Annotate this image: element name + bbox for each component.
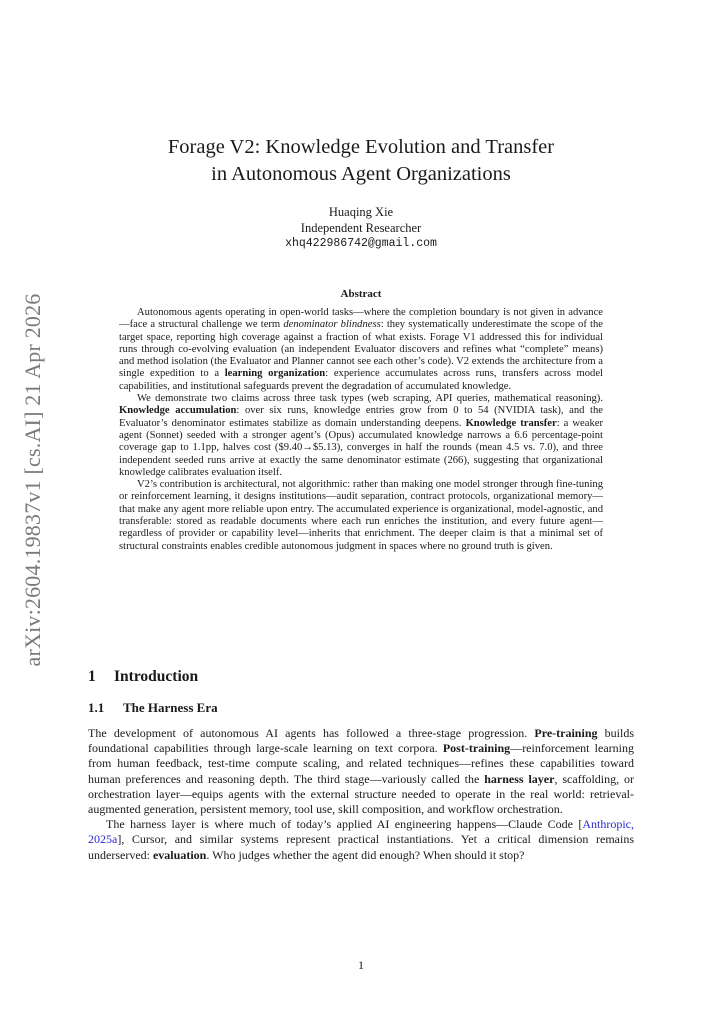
- section-number: 1: [88, 668, 96, 685]
- title-line-1: Forage V2: Knowledge Evolution and Transfer: [167, 136, 555, 158]
- term-knowledge-accumulation: Knowledge accumulation: [119, 405, 237, 417]
- abstract-paragraph-3: V2’s contribution is architectural, not algorithmic: rather than making one model stronger through fine-tuning or reinforcement learning, it designs institutions—audit separation, contract protocols, organizational memory—that make any agent more reliable upon entry. The accumulated experience is organizational, model-agnostic, and transferable: stored as readable documents where each run enriches the institution, and every future agent—regardless of provider or capability level—inherits that enrichment. The deeper claim is that a minimal set of structural constraints enables credible autonomous judgment in spaces where no ground truth is given.: [119, 479, 603, 552]
- subsection-heading-harness-era: [88, 700, 634, 716]
- term-evaluation: evaluation: [152, 847, 207, 862]
- subsection-number: 1.1: [88, 700, 105, 715]
- abstract-paragraph-1: Autonomous agents operating in open-world tasks—where the completion boundary is not given in advance—face a structural challenge we term denominator blindness: they systematically underestimate the scope of the target space, reporting high coverage against a fraction of what exists. Forage V1 addressed this for individual runs through co-evolving evaluation (an independent Evaluator discovers and refines what “complete” means) and method isolation (the Evaluator and Planner cannot see each other’s code). V2 extends the architecture from a single expedition to a learning organization: experience accumulates across runs, transfers across model capabilities, and institutional safeguards prevent the degradation of accumulated knowledge.: [119, 307, 603, 392]
- term-pre-training: Pre-training: [534, 726, 598, 740]
- arxiv-stamp: [0, 0, 60, 1019]
- paper-title: [88, 134, 634, 188]
- term-learning-organization: learning organization: [224, 368, 326, 380]
- term-denominator-blindness: denominator blindness: [283, 319, 381, 331]
- intro-paragraph-2: The harness layer is where much of today’s applied AI engineering happens—Claude Code [Anthropic, 2025a], Cursor, and similar systems represent practical instantiations. Yet a critical dimension remains underserved: evaluation. Who judges whether the agent did enough? When should it stop?: [88, 817, 634, 862]
- abstract: [119, 307, 603, 553]
- subsection-title: The Harness Era: [123, 700, 218, 715]
- term-post-training: Post-training: [442, 741, 511, 756]
- arxiv-stamp-text: arXiv:2604.19837v1 [cs.AI] 21 Apr 2026: [20, 293, 45, 667]
- author-block: [88, 204, 634, 252]
- term-knowledge-transfer: Knowledge transfer: [465, 417, 557, 429]
- page-number: 1: [358, 958, 364, 972]
- intro-paragraph-1: The development of autonomous AI agents has followed a three-stage progression. Pre-training builds foundational capabilities through large-scale learning on text corpora. Post-training—reinforcement learning from human feedback, test-time compute scaling, and related techniques—refines these capabilities toward human preferences and reasoning depth. The third stage—variously called the harness layer, scaffolding, or orchestration layer—equips agents with the external structure needed to operate in the real world: retrieval-augmented generation, persistent memory, tool use, skill composition, and workflow orchestration.: [88, 726, 635, 817]
- abstract-heading: Abstract: [340, 288, 382, 300]
- abstract-paragraph-2: We demonstrate two claims across three task types (web scraping, API queries, mathematical reasoning). Knowledge accumulation: over six runs, knowledge entries grow from 0 to 54 (NVIDIA task), and the Evaluator’s denominator estimates stabilize as domain understanding deepens. Knowledge transfer: a weaker agent (Sonnet) seeded with a stronger agent’s (Opus) accumulated knowledge narrows a 6.6 percentage-point coverage gap to 1.1pp, halves cost ($9.40→$5.13), converges in half the rounds (mean 4.5 vs. 7.0), and three independent seeded runs arrive at exactly the same denominator estimate (266), suggesting that organizational knowledge calibrates evaluation itself.: [119, 393, 603, 478]
- author-name: Huaqing Xie: [328, 205, 394, 219]
- term-harness-layer: harness layer: [484, 771, 555, 786]
- intro-body: [88, 726, 634, 863]
- title-line-2: in Autonomous Agent Organizations: [211, 163, 511, 185]
- section-heading-introduction: [88, 668, 634, 686]
- section-title: Introduction: [114, 668, 199, 685]
- citation-link[interactable]: Anthropic, 2025a: [88, 817, 634, 847]
- author-email: xhq422986742@gmail.com: [285, 237, 437, 250]
- author-affiliation: Independent Researcher: [300, 221, 422, 235]
